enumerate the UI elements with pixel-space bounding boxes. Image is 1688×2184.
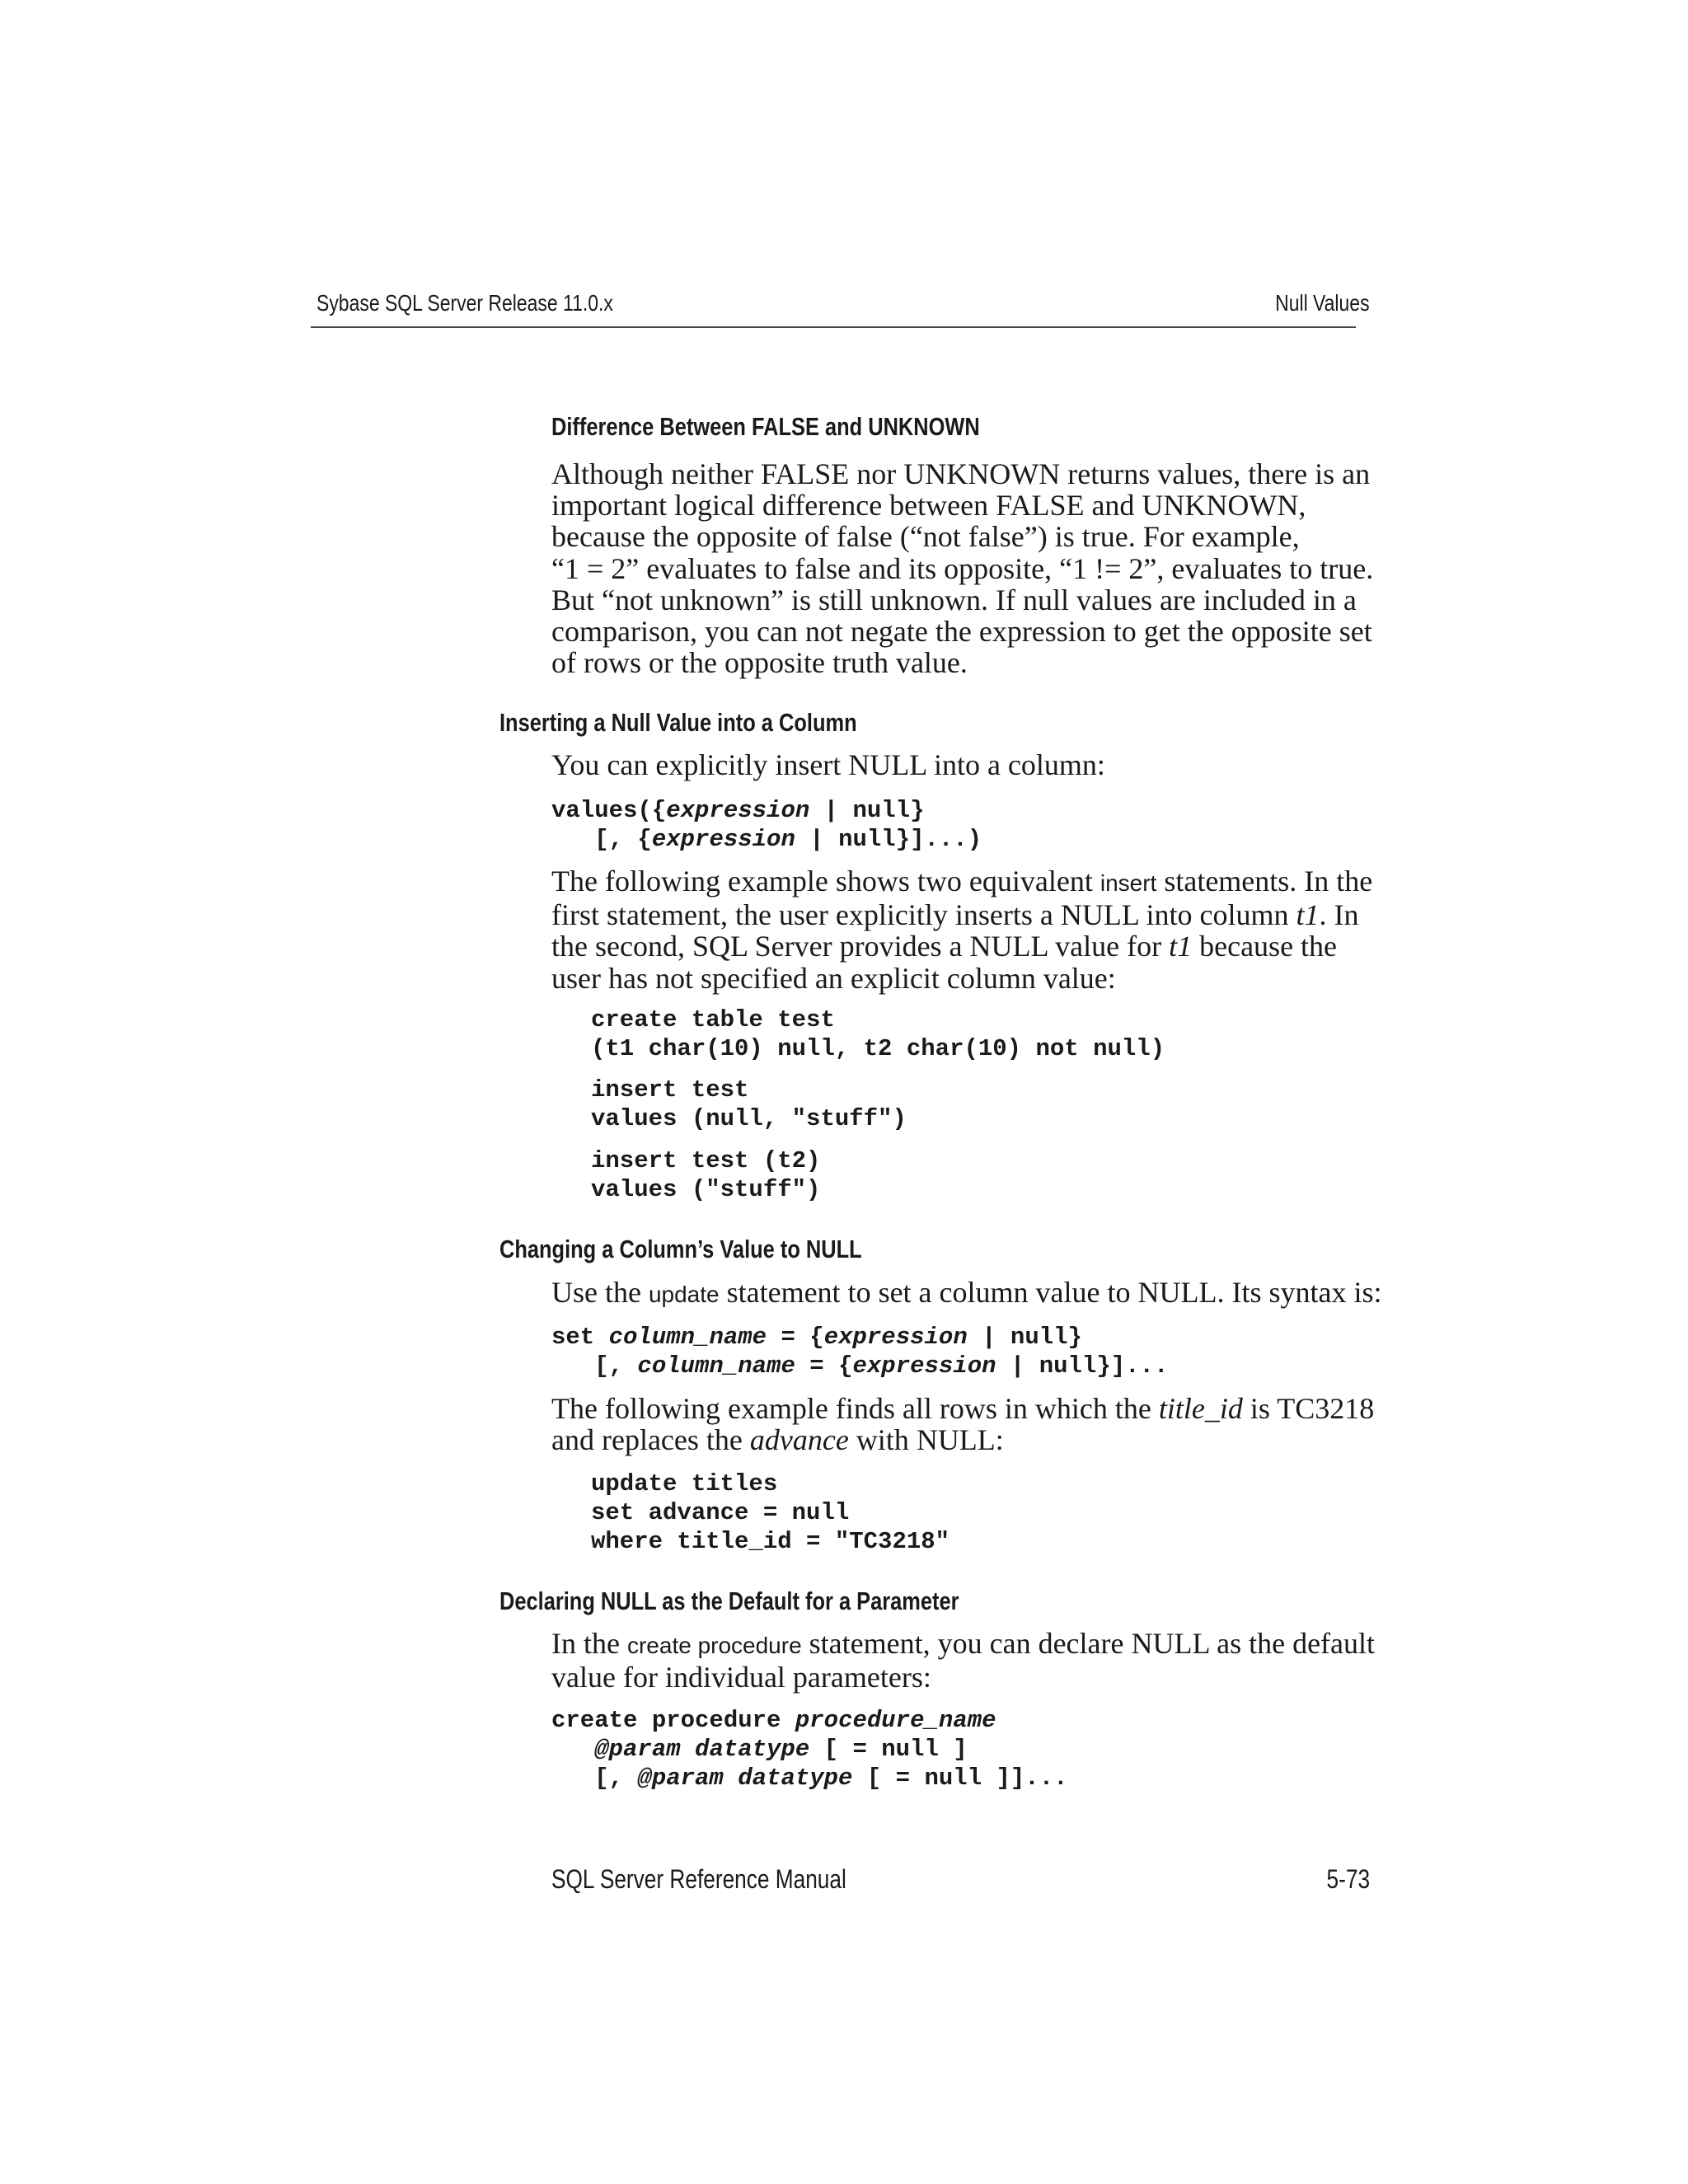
text-line: Use the update statement to set a column value to NULL. Its syntax is: <box>551 1276 1382 1309</box>
text-line: In the create procedure statement, you can declare NULL as the default <box>551 1627 1376 1660</box>
paragraph-false-unknown <box>551 457 1374 680</box>
code-example-insert-t2: insert test (t2) values ("stuff") <box>591 1147 821 1203</box>
text-line: first statement, the user explicitly inserts a NULL into column t1. In <box>551 898 1359 932</box>
subheading-false-unknown: Difference Between FALSE and UNKNOWN <box>551 412 980 441</box>
text-line: Although neither FALSE nor UNKNOWN returns values, there is an <box>551 457 1371 490</box>
syntax-block-set: set column_name = {expression | null} [, column_name = {expression | null}]... <box>551 1324 1169 1380</box>
text-line: You can explicitly insert NULL into a column: <box>551 748 1105 781</box>
paragraph-update-example <box>551 1392 1375 1457</box>
text-line: “1 = 2” evaluates to false and its opposite, “1 != 2”, evaluates to true. <box>551 551 1374 585</box>
paragraph-insert-intro <box>551 749 1359 780</box>
text-line: The following example finds all rows in which the title_id is TC3218 <box>551 1392 1375 1425</box>
running-header-title: Sybase SQL Server Release 11.0.x <box>316 290 613 316</box>
heading-changing-value: Changing a Column’s Value to NULL <box>499 1235 862 1263</box>
paragraph-insert-example <box>551 865 1373 995</box>
heading-inserting-null: Inserting a Null Value into a Column <box>499 708 857 737</box>
footer-page-number: 5-73 <box>1326 1864 1370 1894</box>
footer-manual-title: SQL Server Reference Manual <box>551 1864 846 1894</box>
heading-default-parameter: Declaring NULL as the Default for a Parameter <box>499 1586 959 1615</box>
text-line: because the opposite of false (“not false”) is true. For example, <box>551 520 1300 554</box>
text-line: comparison, you can not negate the expression to get the opposite set <box>551 615 1372 649</box>
text-line: But “not unknown” is still unknown. If null values are included in a <box>551 583 1357 616</box>
text-line: important logical difference between FALSE and UNKNOWN, <box>551 489 1306 523</box>
text-line: value for individual parameters: <box>551 1661 931 1694</box>
paragraph-update-intro <box>551 1276 1382 1310</box>
syntax-block-values: values({expression | null} [, {expression | null}]...) <box>551 797 982 853</box>
code-example-create-table: create table test (t1 char(10) null, t2 char(10) not null) <box>591 1006 1165 1062</box>
text-line: and replaces the advance with NULL: <box>551 1423 1004 1457</box>
running-header-section: Null Values <box>1275 290 1370 316</box>
header-rule <box>311 326 1356 328</box>
code-example-insert-null: insert test values (null, "stuff") <box>591 1076 907 1132</box>
code-example-update: update titles set advance = null where title_id = "TC3218" <box>591 1470 950 1555</box>
text-line: user has not specified an explicit column value: <box>551 961 1116 995</box>
text-line: the second, SQL Server provides a NULL value for t1 because the <box>551 930 1338 963</box>
text-line: of rows or the opposite truth value. <box>551 646 968 680</box>
paragraph-default-param <box>551 1627 1376 1694</box>
text-line: The following example shows two equivalent insert statements. In the <box>551 865 1373 898</box>
syntax-block-create-procedure: create procedure procedure_name @param datatype [ = null ] [, @param datatype [ = null ]]... <box>551 1707 1068 1792</box>
